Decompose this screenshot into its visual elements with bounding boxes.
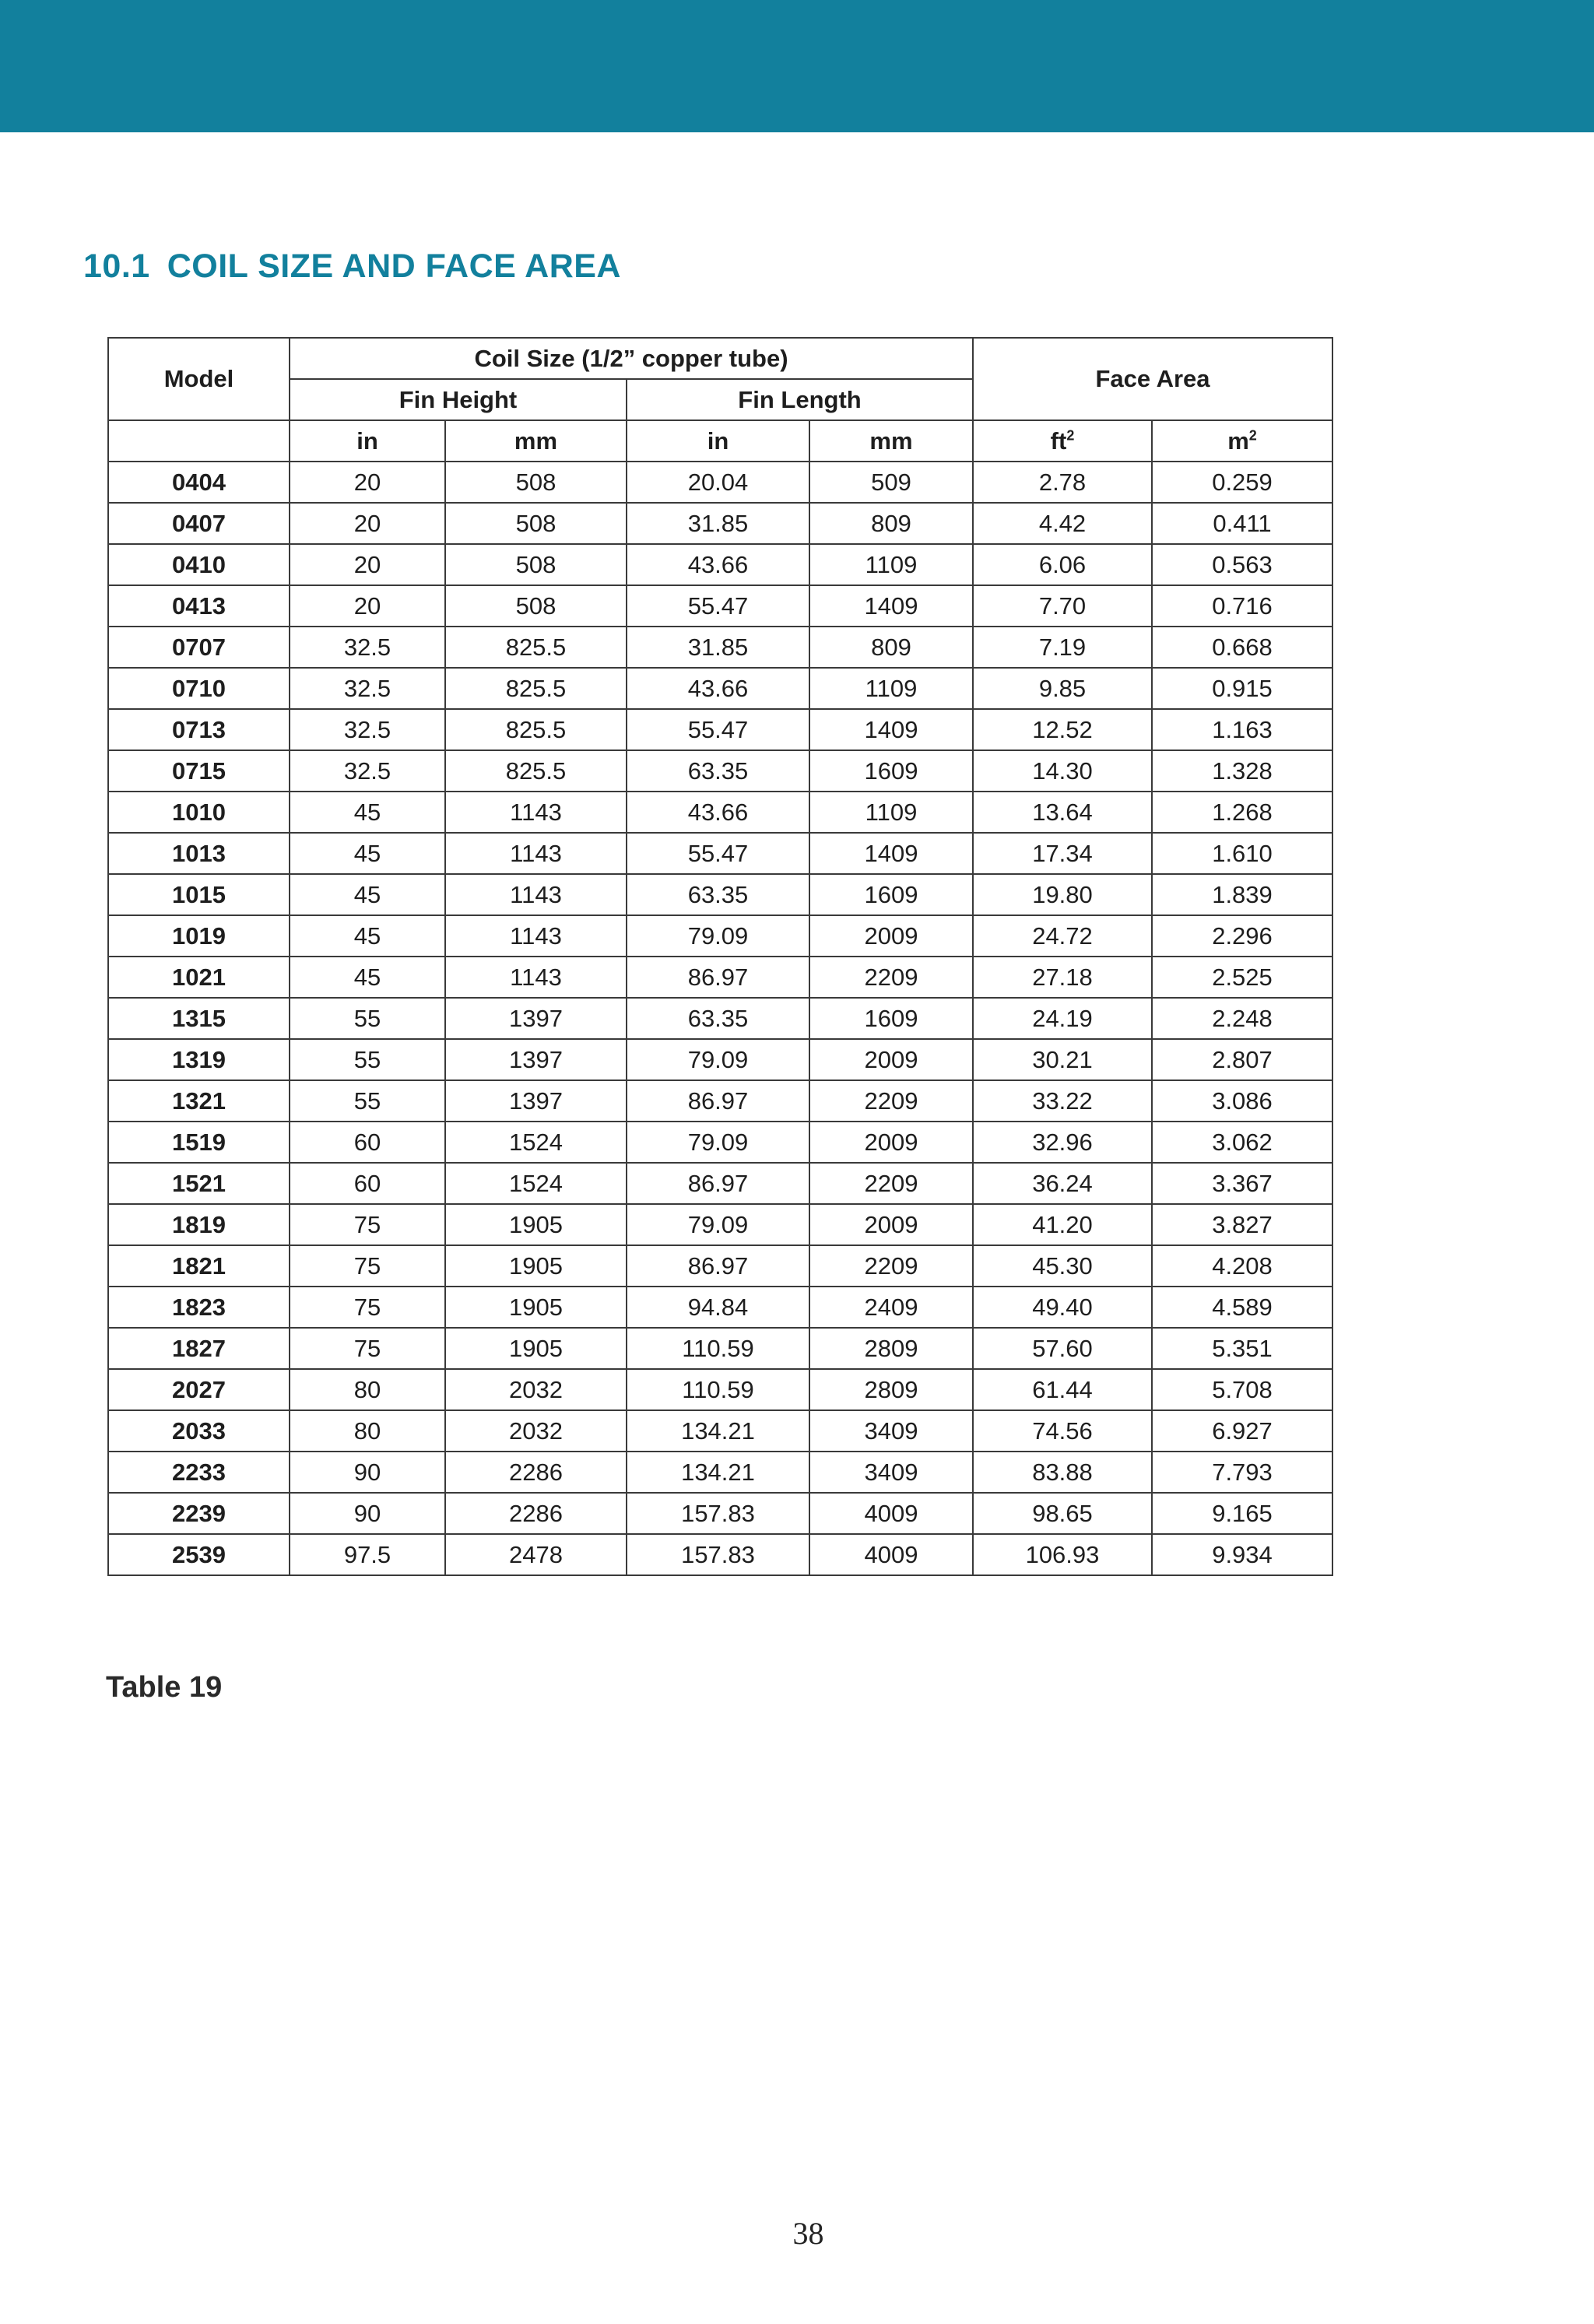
face-area-ft2-cell: 4.42: [973, 503, 1152, 544]
face-area-ft2-cell: 13.64: [973, 792, 1152, 833]
model-cell: 0413: [108, 585, 290, 627]
model-header: Model: [108, 338, 290, 420]
fin-length-mm-cell: 2009: [809, 1204, 973, 1245]
face-area-ft2-cell: 33.22: [973, 1080, 1152, 1122]
face-area-m2-cell: 9.165: [1152, 1493, 1332, 1534]
table-caption: Table 19: [106, 1671, 223, 1704]
fin-height-in-cell: 60: [290, 1163, 445, 1204]
face-area-ft2-cell: 83.88: [973, 1452, 1152, 1493]
table-row: [108, 1328, 1332, 1369]
fin-height-in-cell: 45: [290, 957, 445, 998]
model-cell: 1519: [108, 1122, 290, 1163]
model-cell: 1021: [108, 957, 290, 998]
face-area-m2-cell: 3.367: [1152, 1163, 1332, 1204]
face-area-ft2-cell: 17.34: [973, 833, 1152, 874]
fin-length-in-cell: 94.84: [627, 1287, 809, 1328]
fin-height-mm-cell: 508: [445, 503, 627, 544]
fin-height-mm-cell: 1143: [445, 915, 627, 957]
fin-height-in-cell: 90: [290, 1493, 445, 1534]
table-row: [108, 1039, 1332, 1080]
unit-ft-superscript: 2: [1066, 427, 1075, 444]
model-cell: 0707: [108, 627, 290, 668]
fin-length-in-cell: 79.09: [627, 1039, 809, 1080]
fin-height-in-cell: 80: [290, 1410, 445, 1452]
fin-length-mm-cell: 3409: [809, 1410, 973, 1452]
table-row: [108, 1080, 1332, 1122]
table-row: [108, 1369, 1332, 1410]
face-area-ft2-cell: 19.80: [973, 874, 1152, 915]
fin-length-mm-cell: 3409: [809, 1452, 973, 1493]
fin-height-mm-cell: 2478: [445, 1534, 627, 1575]
unit-fin-length-in: in: [627, 420, 809, 462]
fin-height-mm-cell: 825.5: [445, 627, 627, 668]
fin-length-in-cell: 110.59: [627, 1369, 809, 1410]
face-area-ft2-cell: 49.40: [973, 1287, 1152, 1328]
model-cell: 1013: [108, 833, 290, 874]
fin-height-in-cell: 45: [290, 792, 445, 833]
fin-height-mm-cell: 508: [445, 462, 627, 503]
model-cell: 1823: [108, 1287, 290, 1328]
model-cell: 1315: [108, 998, 290, 1039]
fin-height-mm-cell: 1143: [445, 957, 627, 998]
fin-length-mm-cell: 2209: [809, 957, 973, 998]
fin-length-in-cell: 55.47: [627, 833, 809, 874]
model-cell: 1015: [108, 874, 290, 915]
model-cell: 1319: [108, 1039, 290, 1080]
fin-length-in-cell: 79.09: [627, 1122, 809, 1163]
fin-height-in-cell: 45: [290, 915, 445, 957]
face-area-m2-cell: 0.411: [1152, 503, 1332, 544]
model-cell: 2033: [108, 1410, 290, 1452]
fin-height-mm-cell: 2286: [445, 1452, 627, 1493]
table-row: [108, 957, 1332, 998]
fin-height-in-cell: 75: [290, 1204, 445, 1245]
model-cell: 1827: [108, 1328, 290, 1369]
fin-length-mm-cell: 2209: [809, 1163, 973, 1204]
model-cell: 1321: [108, 1080, 290, 1122]
model-cell: 1819: [108, 1204, 290, 1245]
face-area-m2-cell: 3.086: [1152, 1080, 1332, 1122]
face-area-m2-cell: 2.296: [1152, 915, 1332, 957]
fin-length-in-cell: 134.21: [627, 1410, 809, 1452]
fin-length-in-cell: 79.09: [627, 1204, 809, 1245]
fin-height-in-cell: 75: [290, 1245, 445, 1287]
table-body: [108, 462, 1332, 1575]
table-row: [108, 792, 1332, 833]
face-area-ft2-cell: 30.21: [973, 1039, 1152, 1080]
unit-fin-length-mm: mm: [809, 420, 973, 462]
fin-height-in-cell: 20: [290, 503, 445, 544]
page-number: 38: [792, 2216, 824, 2251]
table-row: [108, 750, 1332, 792]
coil-size-table: [107, 337, 1333, 1576]
model-cell: 1821: [108, 1245, 290, 1287]
fin-length-in-cell: 63.35: [627, 874, 809, 915]
face-area-m2-cell: 0.668: [1152, 627, 1332, 668]
fin-length-in-cell: 20.04: [627, 462, 809, 503]
model-cell: 2027: [108, 1369, 290, 1410]
fin-length-mm-cell: 4009: [809, 1493, 973, 1534]
fin-length-mm-cell: 1609: [809, 874, 973, 915]
table-row: [108, 1534, 1332, 1575]
face-area-m2-cell: 1.268: [1152, 792, 1332, 833]
fin-length-mm-cell: 1109: [809, 792, 973, 833]
fin-length-mm-cell: 1409: [809, 709, 973, 750]
fin-height-in-cell: 32.5: [290, 668, 445, 709]
fin-length-in-cell: 63.35: [627, 998, 809, 1039]
fin-height-in-cell: 80: [290, 1369, 445, 1410]
unit-ft-text: ft: [1050, 427, 1067, 455]
fin-height-mm-cell: 1397: [445, 998, 627, 1039]
fin-length-mm-cell: 2209: [809, 1245, 973, 1287]
face-area-ft2-cell: 27.18: [973, 957, 1152, 998]
fin-height-header: Fin Height: [290, 379, 627, 420]
fin-height-in-cell: 97.5: [290, 1534, 445, 1575]
face-area-ft2-cell: 9.85: [973, 668, 1152, 709]
table-row: [108, 585, 1332, 627]
model-cell: 1010: [108, 792, 290, 833]
fin-height-mm-cell: 825.5: [445, 709, 627, 750]
fin-height-in-cell: 32.5: [290, 709, 445, 750]
fin-length-mm-cell: 2809: [809, 1328, 973, 1369]
fin-length-mm-cell: 1409: [809, 833, 973, 874]
table-row: [108, 1163, 1332, 1204]
model-cell: 2539: [108, 1534, 290, 1575]
fin-length-in-cell: 86.97: [627, 1245, 809, 1287]
unit-m-text: m: [1227, 427, 1249, 455]
fin-length-mm-cell: 2009: [809, 1039, 973, 1080]
fin-height-mm-cell: 508: [445, 544, 627, 585]
face-area-ft2-cell: 7.19: [973, 627, 1152, 668]
fin-length-in-cell: 79.09: [627, 915, 809, 957]
fin-length-mm-cell: 1609: [809, 998, 973, 1039]
fin-height-mm-cell: 1905: [445, 1245, 627, 1287]
model-cell: 0713: [108, 709, 290, 750]
fin-height-mm-cell: 2286: [445, 1493, 627, 1534]
face-area-m2-cell: 2.807: [1152, 1039, 1332, 1080]
face-area-ft2-cell: 2.78: [973, 462, 1152, 503]
fin-height-in-cell: 60: [290, 1122, 445, 1163]
face-area-m2-cell: 0.563: [1152, 544, 1332, 585]
face-area-m2-cell: 1.163: [1152, 709, 1332, 750]
face-area-ft2-cell: 32.96: [973, 1122, 1152, 1163]
unit-face-area-m2: [1152, 420, 1332, 462]
fin-length-mm-cell: 809: [809, 627, 973, 668]
fin-height-in-cell: 45: [290, 874, 445, 915]
fin-height-mm-cell: 825.5: [445, 750, 627, 792]
fin-height-in-cell: 90: [290, 1452, 445, 1493]
fin-length-mm-cell: 2409: [809, 1287, 973, 1328]
fin-length-mm-cell: 2009: [809, 915, 973, 957]
face-area-ft2-cell: 98.65: [973, 1493, 1152, 1534]
fin-length-in-cell: 63.35: [627, 750, 809, 792]
fin-height-mm-cell: 1397: [445, 1039, 627, 1080]
unit-fin-height-mm: mm: [445, 420, 627, 462]
fin-length-in-cell: 110.59: [627, 1328, 809, 1369]
fin-length-in-cell: 86.97: [627, 957, 809, 998]
face-area-ft2-cell: 7.70: [973, 585, 1152, 627]
unit-m-superscript: 2: [1248, 427, 1257, 444]
fin-length-in-cell: 43.66: [627, 544, 809, 585]
fin-length-mm-cell: 2209: [809, 1080, 973, 1122]
table-row: [108, 1493, 1332, 1534]
fin-height-in-cell: 20: [290, 585, 445, 627]
table-row: [108, 1245, 1332, 1287]
face-area-m2-cell: 0.915: [1152, 668, 1332, 709]
fin-height-in-cell: 75: [290, 1287, 445, 1328]
fin-length-mm-cell: 1409: [809, 585, 973, 627]
face-area-m2-cell: 4.589: [1152, 1287, 1332, 1328]
face-area-ft2-cell: 45.30: [973, 1245, 1152, 1287]
fin-length-mm-cell: 4009: [809, 1534, 973, 1575]
table-row: [108, 1287, 1332, 1328]
fin-height-mm-cell: 2032: [445, 1410, 627, 1452]
fin-length-in-cell: 157.83: [627, 1534, 809, 1575]
fin-height-mm-cell: 1143: [445, 792, 627, 833]
fin-length-in-cell: 55.47: [627, 585, 809, 627]
model-cell: 2239: [108, 1493, 290, 1534]
table-row: [108, 668, 1332, 709]
unit-blank-cell: [108, 420, 290, 462]
model-cell: 1019: [108, 915, 290, 957]
fin-length-in-cell: 31.85: [627, 627, 809, 668]
fin-height-in-cell: 55: [290, 998, 445, 1039]
fin-height-mm-cell: 508: [445, 585, 627, 627]
fin-length-header: Fin Length: [627, 379, 973, 420]
section-title-text: COIL SIZE AND FACE AREA: [167, 247, 621, 285]
model-cell: 0410: [108, 544, 290, 585]
face-area-m2-cell: 1.839: [1152, 874, 1332, 915]
fin-height-mm-cell: 1905: [445, 1287, 627, 1328]
face-area-m2-cell: 0.716: [1152, 585, 1332, 627]
face-area-ft2-cell: 61.44: [973, 1369, 1152, 1410]
table-row: [108, 462, 1332, 503]
model-cell: 0407: [108, 503, 290, 544]
fin-height-in-cell: 32.5: [290, 627, 445, 668]
table-row: [108, 833, 1332, 874]
face-area-ft2-cell: 106.93: [973, 1534, 1152, 1575]
fin-length-mm-cell: 2009: [809, 1122, 973, 1163]
fin-height-in-cell: 32.5: [290, 750, 445, 792]
fin-length-mm-cell: 1109: [809, 544, 973, 585]
coil-size-header: Coil Size (1/2” copper tube): [290, 338, 973, 379]
face-area-m2-cell: 0.259: [1152, 462, 1332, 503]
face-area-m2-cell: 1.610: [1152, 833, 1332, 874]
face-area-ft2-cell: 24.72: [973, 915, 1152, 957]
face-area-m2-cell: 2.525: [1152, 957, 1332, 998]
model-cell: 0404: [108, 462, 290, 503]
model-cell: 2233: [108, 1452, 290, 1493]
table-row: [108, 544, 1332, 585]
fin-height-in-cell: 20: [290, 462, 445, 503]
header-row-1: [108, 338, 1332, 379]
header-band: [0, 0, 1594, 132]
face-area-m2-cell: 6.927: [1152, 1410, 1332, 1452]
model-cell: 1521: [108, 1163, 290, 1204]
fin-length-in-cell: 43.66: [627, 668, 809, 709]
face-area-ft2-cell: 36.24: [973, 1163, 1152, 1204]
face-area-m2-cell: 1.328: [1152, 750, 1332, 792]
fin-height-mm-cell: 1524: [445, 1163, 627, 1204]
face-area-m2-cell: 3.062: [1152, 1122, 1332, 1163]
face-area-ft2-cell: 41.20: [973, 1204, 1152, 1245]
table-row: [108, 1122, 1332, 1163]
fin-length-mm-cell: 2809: [809, 1369, 973, 1410]
fin-height-mm-cell: 1905: [445, 1204, 627, 1245]
fin-height-mm-cell: 1905: [445, 1328, 627, 1369]
fin-height-in-cell: 20: [290, 544, 445, 585]
face-area-m2-cell: 3.827: [1152, 1204, 1332, 1245]
fin-height-in-cell: 55: [290, 1039, 445, 1080]
table-row: [108, 874, 1332, 915]
fin-height-mm-cell: 1397: [445, 1080, 627, 1122]
face-area-m2-cell: 7.793: [1152, 1452, 1332, 1493]
model-cell: 0710: [108, 668, 290, 709]
face-area-m2-cell: 9.934: [1152, 1534, 1332, 1575]
face-area-m2-cell: 5.708: [1152, 1369, 1332, 1410]
table-row: [108, 915, 1332, 957]
unit-face-area-ft2: [973, 420, 1152, 462]
table-row: [108, 1204, 1332, 1245]
fin-length-in-cell: 86.97: [627, 1163, 809, 1204]
table-row: [108, 998, 1332, 1039]
fin-length-mm-cell: 509: [809, 462, 973, 503]
table-row: [108, 1452, 1332, 1493]
fin-length-mm-cell: 809: [809, 503, 973, 544]
table-row: [108, 709, 1332, 750]
face-area-ft2-cell: 57.60: [973, 1328, 1152, 1369]
fin-height-mm-cell: 2032: [445, 1369, 627, 1410]
fin-height-mm-cell: 1524: [445, 1122, 627, 1163]
fin-length-mm-cell: 1609: [809, 750, 973, 792]
fin-length-mm-cell: 1109: [809, 668, 973, 709]
table-row: [108, 627, 1332, 668]
table-row: [108, 503, 1332, 544]
face-area-ft2-cell: 6.06: [973, 544, 1152, 585]
model-cell: 0715: [108, 750, 290, 792]
section-title: [83, 247, 621, 286]
face-area-m2-cell: 5.351: [1152, 1328, 1332, 1369]
fin-length-in-cell: 31.85: [627, 503, 809, 544]
section-number: 10.1: [83, 247, 150, 285]
face-area-m2-cell: 2.248: [1152, 998, 1332, 1039]
face-area-ft2-cell: 74.56: [973, 1410, 1152, 1452]
unit-fin-height-in: in: [290, 420, 445, 462]
face-area-ft2-cell: 24.19: [973, 998, 1152, 1039]
table-row: [108, 1410, 1332, 1452]
units-row: [108, 420, 1332, 462]
face-area-ft2-cell: 12.52: [973, 709, 1152, 750]
fin-length-in-cell: 55.47: [627, 709, 809, 750]
face-area-header: Face Area: [973, 338, 1332, 420]
fin-height-in-cell: 75: [290, 1328, 445, 1369]
face-area-m2-cell: 4.208: [1152, 1245, 1332, 1287]
fin-height-mm-cell: 1143: [445, 874, 627, 915]
face-area-ft2-cell: 14.30: [973, 750, 1152, 792]
fin-height-mm-cell: 1143: [445, 833, 627, 874]
fin-height-in-cell: 55: [290, 1080, 445, 1122]
fin-height-in-cell: 45: [290, 833, 445, 874]
fin-length-in-cell: 134.21: [627, 1452, 809, 1493]
fin-length-in-cell: 43.66: [627, 792, 809, 833]
fin-length-in-cell: 86.97: [627, 1080, 809, 1122]
fin-length-in-cell: 157.83: [627, 1493, 809, 1534]
fin-height-mm-cell: 825.5: [445, 668, 627, 709]
